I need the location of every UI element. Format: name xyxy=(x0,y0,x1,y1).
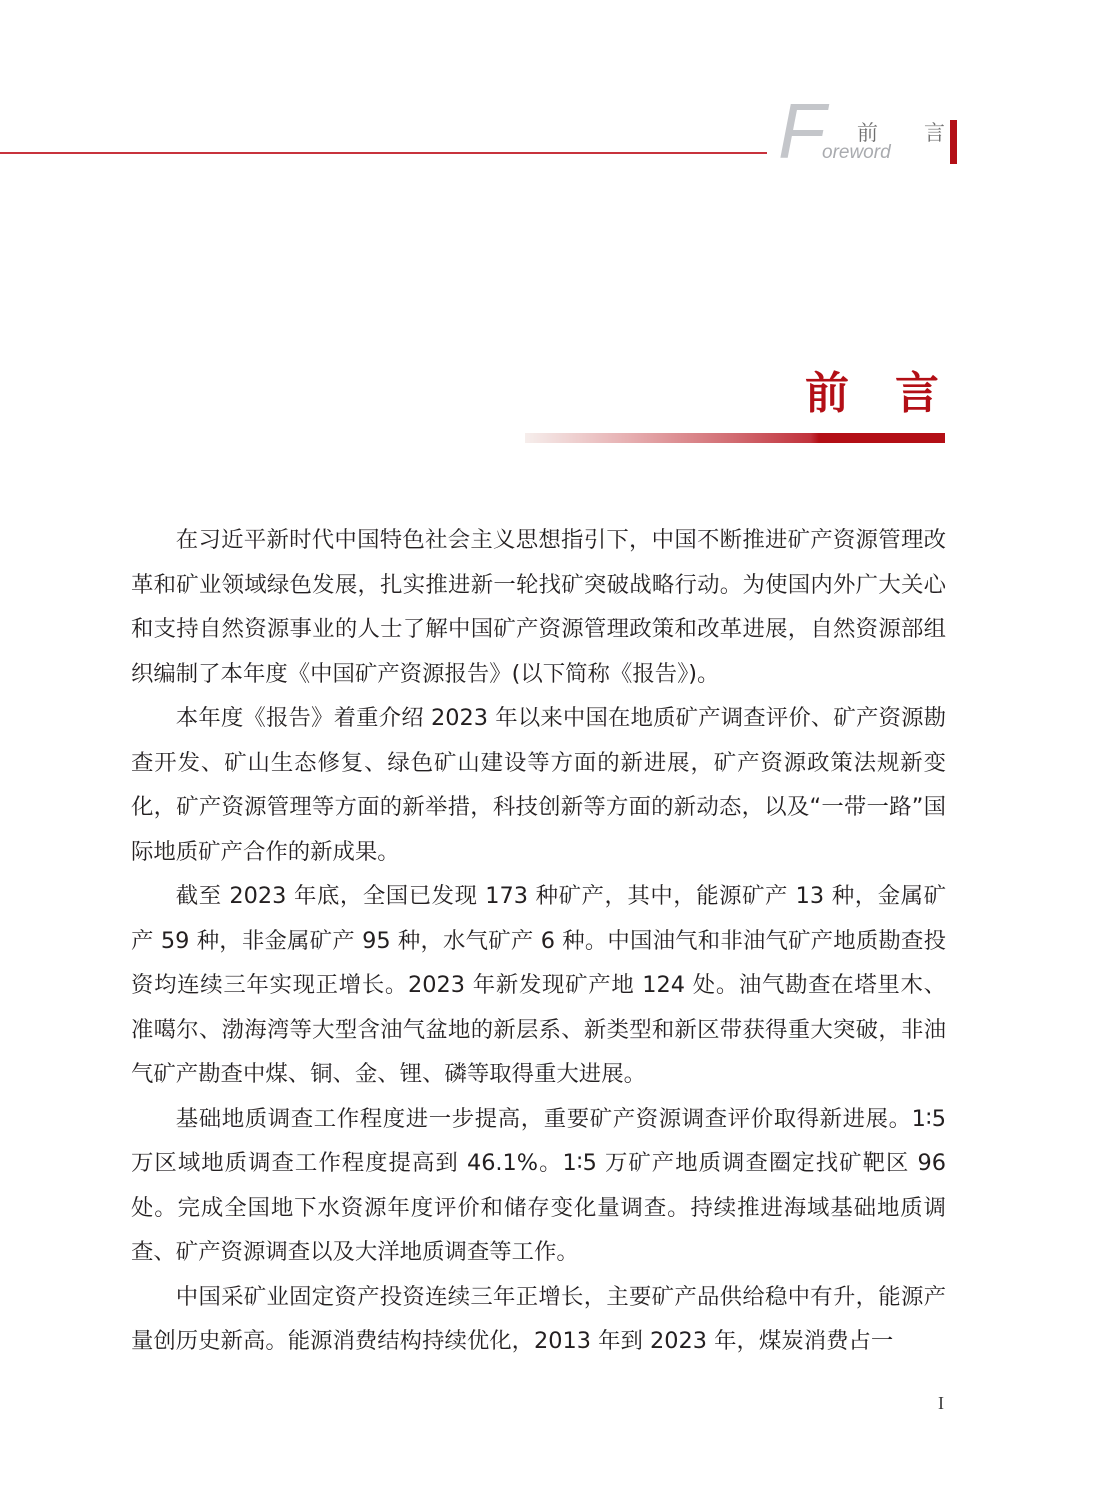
header-english-label: oreword xyxy=(822,142,891,163)
header-chinese-char-2: 言 xyxy=(924,121,945,145)
header-chinese-char-1: 前 xyxy=(857,121,878,145)
paragraph-5: 中国采矿业固定资产投资连续三年正增长，主要矿产品供给稳中有升，能源产量创历史新高。能源消费结构持续优化，2013 年到 2023 年，煤炭消费占一 xyxy=(131,1283,946,1354)
header-accent-bar xyxy=(950,120,957,164)
page-title: 前言 xyxy=(805,368,985,419)
paragraph-2: 本年度《报告》着重介绍 2023 年以来中国在地质矿产调查评价、矿产资源勘查开发、矿山生态修复、绿色矿山建设等方面的新进展，矿产资源政策法规新变化，矿产资源管理等方面的新举措，科技创新等方面的新动态，以及“一带一路”国际地质矿产合作的新成果。 xyxy=(131,705,946,865)
page-number: I xyxy=(938,1393,944,1413)
body-text xyxy=(131,518,946,1364)
header-initial-letter: F xyxy=(778,87,826,175)
paragraph-4: 基础地质调查工作程度进一步提高，重要矿产资源调查评价取得新进展。1∶5 万区域地质调查工作程度提高到 46.1%。1∶5 万矿产地质调查圈定找矿靶区 96 处。完成全国地下水资源年度评价和储存变化量调查。持续推进海域基础地质调查、矿产资源调查以及大洋地质调查等工作。 xyxy=(131,1105,946,1265)
header-rule xyxy=(0,152,767,154)
paragraph-1: 在习近平新时代中国特色社会主义思想指引下，中国不断推进矿产资源管理改革和矿业领域绿色发展，扎实推进新一轮找矿突破战略行动。为使国内外广大关心和支持自然资源事业的人士了解中国矿产资源管理政策和改革进展，自然资源部组织编制了本年度《中国矿产资源报告》(以下简称《报告》)。 xyxy=(131,527,946,687)
title-underline-gradient xyxy=(525,433,945,443)
paragraph-3: 截至 2023 年底，全国已发现 173 种矿产，其中，能源矿产 13 种，金属矿产 59 种，非金属矿产 95 种，水气矿产 6 种。中国油气和非油气矿产地质勘查投资均连续三年实现正增长。2023 年新发现矿产地 124 处。油气勘查在塔里木、准噶尔、渤海湾等大型含油气盆地的新层系、新类型和新区带获得重大突破，非油气矿产勘查中煤、铜、金、锂、磷等取得重大进展。 xyxy=(131,883,946,1087)
